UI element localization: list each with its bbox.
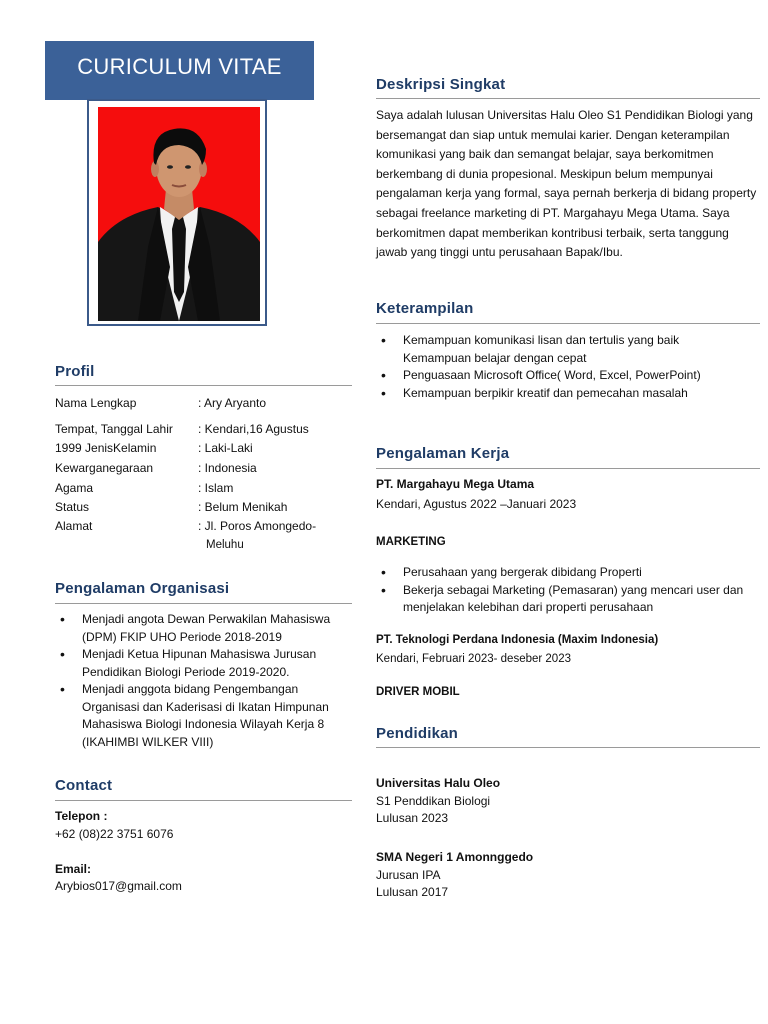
profile-value: : Indonesia	[198, 461, 257, 475]
skills-divider	[376, 323, 760, 324]
job1-list	[376, 564, 760, 617]
organization-item: • Menjadi angota Dewan Perwakilan Mahasiswa (DPM) FKIP UHO Periode 2018-2019	[55, 611, 352, 646]
profile-value: : Jl. Poros Amongedo-	[198, 519, 317, 533]
profile-value: : Ary Aryanto	[198, 396, 267, 410]
cv-title: CURICULUM VITAE	[45, 41, 314, 100]
work-divider	[376, 468, 760, 469]
profile-divider	[55, 385, 352, 386]
person-photo-illustration	[98, 107, 260, 321]
profile-heading: Profil	[55, 363, 95, 380]
job1-item: • Perusahaan yang bergerak dibidang Properti	[376, 564, 760, 582]
edu2-school: SMA Negeri 1 Amonnggedo	[376, 850, 534, 864]
profile-label: Nama Lengkap	[55, 396, 137, 410]
profile-table	[55, 394, 352, 564]
email-address[interactable]: Arybios017@gmail.com	[55, 879, 182, 893]
education-heading: Pendidikan	[376, 725, 459, 742]
job1-role: MARKETING	[376, 536, 446, 548]
skill-item: • Penguasaan Microsoft Office( Word, Excel, PowerPoint)	[376, 367, 716, 385]
organization-item: • Menjadi anggota bidang Pengembangan Organisasi dan Kaderisasi di Ikatan Himpunan Mahasiswa Biologi Indonesia Wilayah Kerja 8 (IKAHIMBI WILKER VIII)	[55, 681, 352, 751]
job2-period: Kendari, Februari 2023- deseber 2023	[376, 653, 571, 665]
edu1-school: Universitas Halu Oleo	[376, 776, 501, 790]
edu2-major: Jurusan IPA	[376, 868, 441, 882]
summary-divider	[376, 98, 760, 99]
summary-heading: Deskripsi Singkat	[376, 76, 506, 93]
skill-item: • Kemampuan berpikir kreatif dan pemecahan masalah	[376, 385, 716, 403]
organization-divider	[55, 603, 352, 604]
profile-photo	[98, 107, 260, 321]
summary-text: Saya adalah lulusan Universitas Halu Oleo S1 Pendidikan Biologi yang bersemangat dan siap untuk memulai karier. Dengan keterampilan komunikasi yang baik dan semangat belajar, saya berkomitmen berkembang di dunia propesional. Meskipun belum mempunyai pengalaman kerja yang formal, saya pernah berkerja di bidang property sebagai freelance marketing di PT. Margahayu Mega Utama. Saya berkomitmen dapat memberikan kontribusi terbaik, serta tanggung jawab yang tinggi untu perusahaan Bapak/Ibu.	[376, 108, 757, 260]
phone-number[interactable]: +62 (08)22 3751 6076	[55, 827, 174, 841]
phone-label: Telepon :	[55, 809, 108, 823]
profile-value: : Kendari,16 Agustus	[198, 422, 309, 436]
job2-company: PT. Teknologi Perdana Indonesia (Maxim Indonesia)	[376, 634, 659, 646]
skill-item: • Kemampuan komunikasi lisan dan tertulis yang baik Kemampuan belajar dengan cepat	[376, 332, 703, 367]
job1-period: Kendari, Agustus 2022 –Januari 2023	[376, 497, 577, 511]
skills-heading: Keterampilan	[376, 300, 474, 317]
profile-label: Status	[55, 500, 90, 514]
work-heading: Pengalaman Kerja	[376, 445, 510, 462]
profile-value: : Laki-Laki	[198, 441, 253, 455]
profile-label: 1999 JenisKelamin	[55, 441, 157, 455]
profile-label: Agama	[55, 481, 94, 495]
profile-address-cont: Meluhu	[206, 539, 244, 551]
organization-list	[55, 611, 352, 751]
organization-item: • Menjadi Ketua Hipunan Mahasiswa Jurusan Pendidikan Biologi Periode 2019-2020.	[55, 646, 352, 681]
edu1-grad: Lulusan 2023	[376, 811, 449, 825]
profile-photo-frame	[87, 99, 267, 326]
organization-heading: Pengalaman Organisasi	[55, 580, 230, 597]
edu2-grad: Lulusan 2017	[376, 885, 449, 899]
skills-list	[376, 332, 716, 402]
profile-label: Alamat	[55, 519, 93, 533]
email-label: Email:	[55, 862, 92, 876]
job1-item: • Bekerja sebagai Marketing (Pemasaran) yang mencari user dan menjelakan kelebihan dari properti perusahaan	[376, 582, 760, 617]
contact-divider	[55, 800, 352, 801]
contact-heading: Contact	[55, 777, 113, 794]
profile-label: Kewarganegaraan	[55, 461, 154, 475]
profile-value: : Belum Menikah	[198, 500, 288, 514]
profile-value: : Islam	[198, 481, 234, 495]
education-divider	[376, 747, 760, 748]
job2-role: DRIVER MOBIL	[376, 686, 460, 698]
job1-company: PT. Margahayu Mega Utama	[376, 477, 535, 491]
edu1-major: S1 Penddikan Biologi	[376, 794, 491, 808]
profile-label: Tempat, Tanggal Lahir	[55, 422, 173, 436]
